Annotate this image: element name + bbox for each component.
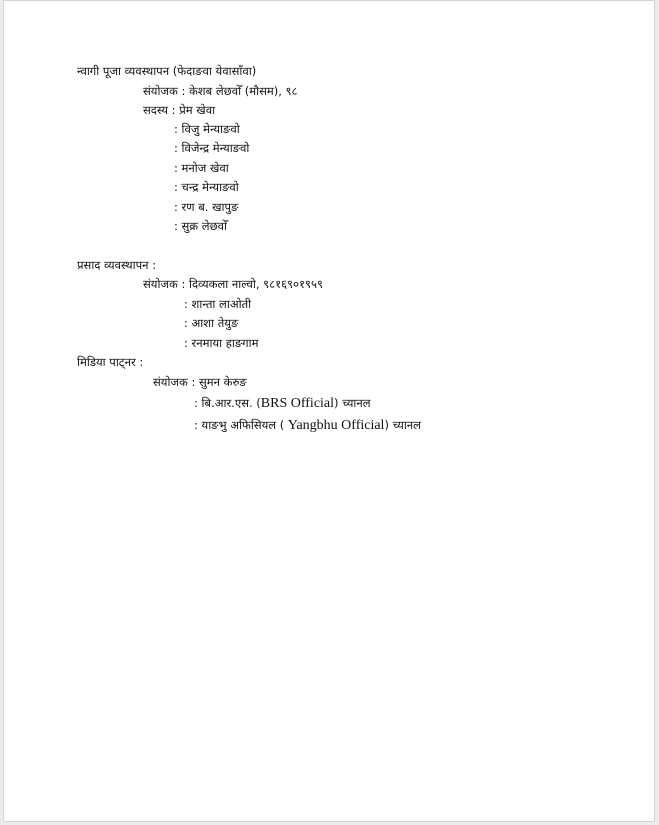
- prasad-coordinator: संयोजक : दिव्यकला नाल्वो, ९८१६९०१९५९: [143, 277, 323, 291]
- prasad-member: : शान्ता लाओती: [184, 297, 252, 311]
- prasad-member: : आशा तेयुङ: [184, 316, 239, 330]
- media-section-title: मिडिया पाट्नर :: [77, 355, 144, 369]
- media-coordinator: संयोजक : सुमन केरुङ: [153, 375, 247, 389]
- nwagi-member: : मनोज खेवा: [174, 161, 229, 175]
- media-partner-yangbhu-prefix: : याङभु अफिसियल (: [194, 418, 285, 432]
- nwagi-members-lead: सदस्य : प्रेम खेवा: [143, 103, 216, 117]
- nwagi-member: : सुक्र लेछवोँ: [174, 219, 228, 233]
- nwagi-coordinator: संयोजक : केशब लेछवोँ (मौसम), ९८: [143, 84, 298, 98]
- nwagi-member: : विजेन्द्र मेन्याङवो: [174, 141, 250, 155]
- media-partner-brs: [194, 396, 371, 411]
- media-partner-brs-latin: BRS Official: [260, 396, 335, 411]
- nwagi-member: : रण ब. खापुङ: [174, 200, 239, 214]
- document-page: [3, 0, 655, 822]
- nwagi-member: : चन्द्र मेन्याङवो: [174, 180, 239, 194]
- prasad-section-title: प्रसाद व्यवस्थापन :: [77, 258, 157, 272]
- prasad-member: : रनमाया हाङगाम: [184, 336, 259, 350]
- nwagi-member: : विजु मेन्याङवो: [174, 122, 240, 136]
- media-partner-yangbhu-suffix: ) च्यानल: [384, 418, 421, 432]
- media-partner-yangbhu-latin: Yangbhu Official: [284, 418, 385, 433]
- nwagi-section-title: न्वागी पूजा व्यवस्थापन (फेदाङवा येवासाँवा): [77, 64, 257, 78]
- media-partner-brs-suffix: ) च्यानल: [334, 396, 371, 410]
- media-partner-yangbhu: [194, 418, 421, 433]
- media-partner-brs-prefix: : बि.आर.एस. (: [194, 396, 261, 410]
